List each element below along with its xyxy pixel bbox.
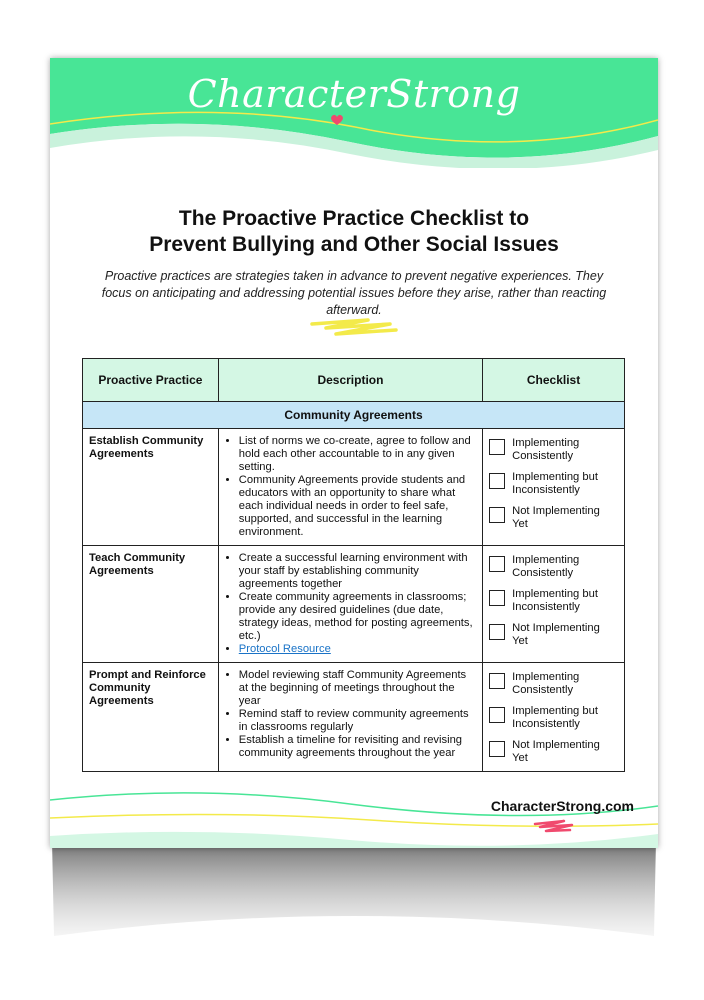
list-item: • List of norms we co-create, agree to follow and hold each other accountable to in any given setting.: [239, 435, 476, 474]
list-item: • Establish a timeline for revisiting and revising community agreements throughout the year: [239, 734, 476, 760]
footer-url: CharacterStrong.com: [490, 798, 634, 814]
intro-paragraph: Proactive practices are strategies taken in advance to prevent negative experiences. They focus on anticipating and addressing potential issues before they arise, rather than reacting afterward.: [101, 269, 607, 317]
section-title: Community Agreements: [83, 402, 625, 429]
page-shadow: [48, 836, 660, 956]
checklist-option: [489, 705, 618, 731]
option-label: Not Implementing Yet: [512, 622, 600, 647]
checkbox[interactable]: [489, 741, 505, 757]
checkbox[interactable]: [489, 507, 505, 523]
list-item: • Remind staff to review community agreements in classrooms regularly: [239, 708, 476, 734]
title-line-1: The Proactive Practice Checklist to: [178, 207, 530, 230]
brand-logo: CharacterStrong: [187, 72, 521, 116]
column-header: Proactive Practice: [83, 359, 219, 402]
checklist-option: [489, 671, 618, 697]
section-row: [83, 402, 625, 429]
option-label: Not Implementing Yet: [512, 739, 600, 764]
list-item: [239, 643, 476, 656]
checkbox[interactable]: [489, 556, 505, 572]
checklist-option: [489, 622, 618, 648]
table-row: [83, 663, 625, 772]
list-item: • Model reviewing staff Community Agreements at the beginning of meetings throughout the year: [239, 669, 476, 708]
practice-name: Teach Community Agreements: [89, 552, 186, 577]
option-label: Implementing Consistently: [512, 554, 580, 579]
column-header: Description: [218, 359, 482, 402]
checklist-option: [489, 554, 618, 580]
table-row: [83, 429, 625, 546]
pink-squiggle-icon: [532, 818, 576, 834]
option-label: Not Implementing Yet: [512, 505, 600, 530]
practice-name: Prompt and Reinforce Community Agreements: [89, 669, 206, 707]
title-line-2: Prevent Bullying and Other Social Issues: [149, 233, 559, 256]
list-item: • Community Agreements provide students and educators with an opportunity to share what each individual needs in order to feel safe, supported, and successful in the learning environment.: [239, 474, 476, 539]
page-title: [50, 206, 658, 258]
checkbox[interactable]: [489, 673, 505, 689]
list-item: • Create community agreements in classrooms; provide any desired guidelines (due date, strategy ideas, method for posting agreements, etc.): [239, 591, 476, 643]
description-list: [225, 552, 476, 656]
column-header: Checklist: [483, 359, 625, 402]
description-list: [225, 435, 476, 539]
table-row: [83, 546, 625, 663]
option-label: Implementing Consistently: [512, 671, 580, 696]
checklist-table: [82, 358, 625, 772]
option-label: Implementing but Inconsistently: [512, 471, 598, 496]
option-label: Implementing but Inconsistently: [512, 705, 598, 730]
checkbox[interactable]: [489, 439, 505, 455]
flyer-page: [50, 58, 658, 848]
list-item: • Create a successful learning environment with your staff by establishing community agreements together: [239, 552, 476, 591]
checklist-option: [489, 437, 618, 463]
yellow-squiggle-icon: [308, 316, 400, 338]
checklist-option: [489, 471, 618, 497]
checkbox[interactable]: [489, 473, 505, 489]
checkbox[interactable]: [489, 707, 505, 723]
checklist-option: [489, 588, 618, 614]
checklist-option: [489, 505, 618, 531]
option-label: Implementing but Inconsistently: [512, 588, 598, 613]
checklist-option: [489, 739, 618, 765]
checkbox[interactable]: [489, 590, 505, 606]
protocol-resource-link[interactable]: Protocol Resource: [238, 643, 331, 655]
checkbox[interactable]: [489, 624, 505, 640]
table-header-row: [83, 359, 625, 402]
option-label: Implementing Consistently: [512, 437, 580, 462]
heart-icon: [330, 114, 344, 126]
practice-name: Establish Community Agreements: [89, 435, 204, 460]
description-list: [225, 669, 476, 760]
